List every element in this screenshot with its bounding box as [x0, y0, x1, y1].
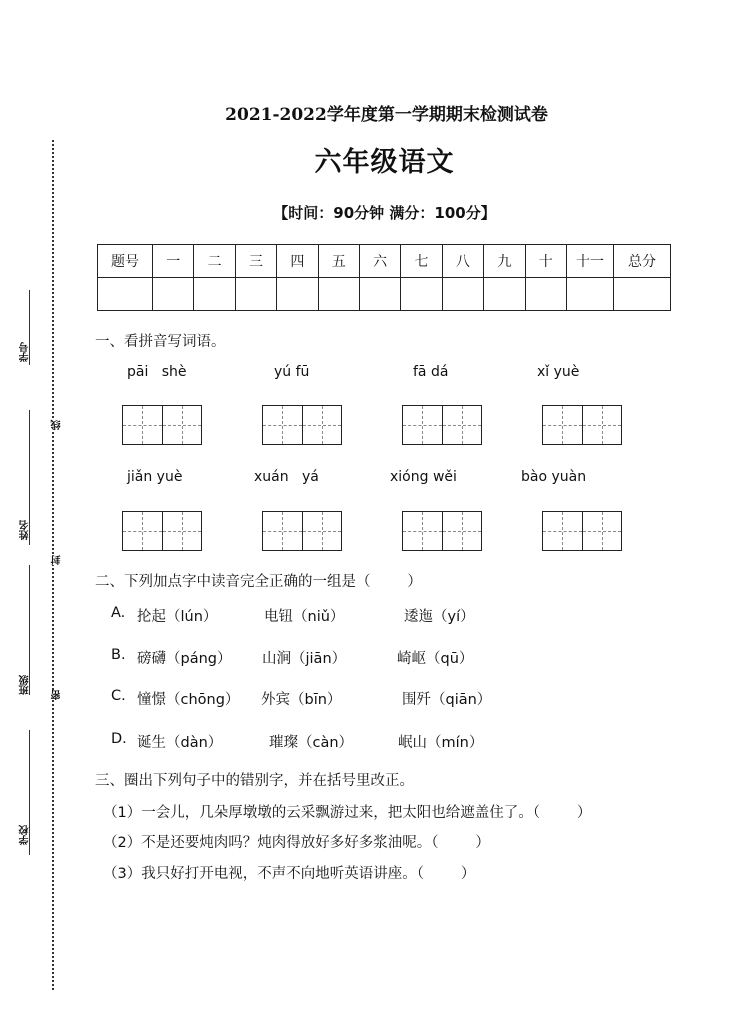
writing-grid-box[interactable] [542, 405, 622, 445]
seal-char-seal: 封 [52, 555, 63, 565]
writing-grid-box[interactable] [542, 511, 622, 551]
writing-grid-box[interactable] [262, 511, 342, 551]
score-value-cell[interactable] [567, 278, 614, 311]
pinyin-label: pāi shè [127, 364, 187, 380]
section3-question: （2）不是还要炖肉吗？炖肉得放好多好多浆油呢。（ ） [103, 835, 490, 851]
subject-title: 六年级语文 [314, 147, 455, 178]
score-header-cell: 十 [525, 245, 566, 278]
score-header-cell: 五 [318, 245, 359, 278]
option-d-item: 璀璨（càn） [269, 735, 354, 751]
option-b-item: 山涧（jiān） [262, 651, 347, 667]
score-value-cell[interactable] [484, 278, 525, 311]
option-c-item: 憧憬（chōng） [137, 692, 240, 708]
score-value-cell[interactable] [525, 278, 566, 311]
name-label: 姓名 [20, 520, 31, 540]
pinyin-label: yú fū [274, 364, 310, 380]
score-header-cell: 二 [194, 245, 235, 278]
option-b-label: B. [111, 647, 126, 663]
binding-dotted-line [52, 140, 54, 990]
school-label: 学校 [20, 825, 31, 845]
exam-meta: 【时间：90分钟 满分：100分】 [273, 204, 496, 222]
section2-title: 二、下列加点字中读音完全正确的一组是（ ） [95, 574, 422, 590]
score-header-cell: 四 [277, 245, 318, 278]
score-table [97, 244, 671, 311]
score-value-cell[interactable] [98, 278, 153, 311]
pinyin-label: xǐ yuè [537, 364, 580, 380]
exam-title: 2021-2022学年度第一学期期末检测试卷 [225, 105, 548, 125]
option-c-item: 围歼（qiān） [402, 692, 492, 708]
score-header-cell: 一 [153, 245, 194, 278]
option-a-label: A. [111, 605, 126, 621]
option-b-item: 磅礴（páng） [137, 651, 232, 667]
score-table-value-row [98, 278, 671, 311]
option-d-item: 岷山（mín） [398, 735, 484, 751]
score-value-cell[interactable] [401, 278, 442, 311]
score-value-cell[interactable] [153, 278, 194, 311]
pinyin-label: fā dá [413, 364, 449, 380]
seal-char-line: 线 [52, 420, 63, 430]
option-c-label: C. [111, 688, 126, 704]
option-b-item: 崎岖（qū） [397, 651, 474, 667]
pinyin-label: xióng wěi [390, 469, 457, 485]
class-label: 班级 [20, 675, 31, 695]
option-a-item: 电钮（niǔ） [264, 609, 345, 625]
option-d-label: D. [111, 731, 127, 747]
option-d-item: 诞生（dàn） [137, 735, 223, 751]
score-header-cell: 六 [359, 245, 400, 278]
score-value-cell[interactable] [614, 278, 671, 311]
section3-title: 三、圈出下列句子中的错别字，并在括号里改正。 [95, 773, 414, 789]
student-id-label: 学号 [20, 342, 31, 362]
score-header-cell: 总分 [614, 245, 671, 278]
option-a-item: 逶迤（yí） [404, 609, 475, 625]
writing-grid-box[interactable] [402, 405, 482, 445]
pinyin-label: xuán yá [254, 469, 319, 485]
score-header-cell: 七 [401, 245, 442, 278]
score-table-header-row [98, 245, 671, 278]
section3-question: （1）一会儿，几朵厚墩墩的云采飘游过来，把太阳也给遮盖住了。（ ） [103, 805, 592, 821]
score-value-cell[interactable] [442, 278, 483, 311]
option-a-item: 抡起（lún） [137, 609, 218, 625]
writing-grid-box[interactable] [262, 405, 342, 445]
score-header-cell: 三 [235, 245, 276, 278]
score-header-cell: 题号 [98, 245, 153, 278]
section1-title: 一、看拼音写词语。 [95, 334, 226, 350]
seal-char-secret: 密 [52, 690, 63, 700]
pinyin-label: jiǎn yuè [127, 469, 183, 485]
score-header-cell: 八 [442, 245, 483, 278]
option-c-item: 外宾（bīn） [261, 692, 342, 708]
score-value-cell[interactable] [277, 278, 318, 311]
score-value-cell[interactable] [318, 278, 359, 311]
writing-grid-box[interactable] [122, 405, 202, 445]
pinyin-label: bào yuàn [521, 469, 587, 485]
writing-grid-box[interactable] [402, 511, 482, 551]
score-value-cell[interactable] [235, 278, 276, 311]
score-value-cell[interactable] [359, 278, 400, 311]
score-header-cell: 十一 [567, 245, 614, 278]
writing-grid-box[interactable] [122, 511, 202, 551]
score-header-cell: 九 [484, 245, 525, 278]
section3-question: （3）我只好打开电视，不声不向地听英语讲座。（ ） [103, 866, 476, 882]
score-value-cell[interactable] [194, 278, 235, 311]
